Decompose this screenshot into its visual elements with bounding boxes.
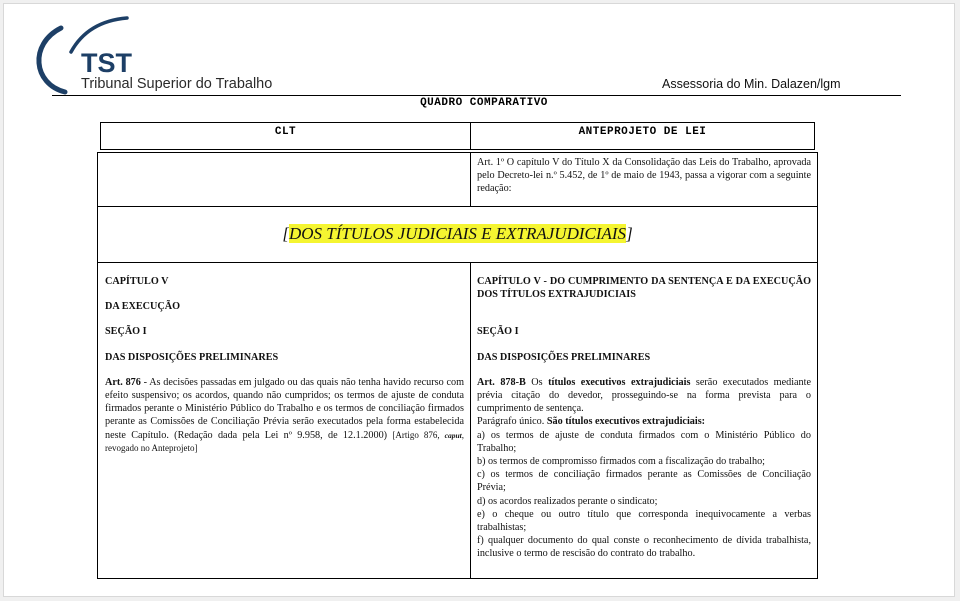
intro-right-text: Art. 1º O capítulo V do Título X da Consolidação das Leis do Trabalho, aprovada pelo Decreto-lei n.º 5.452, de 1º de maio de 1943, passa a vigorar com a seguinte redação: [477,157,811,195]
anteprojeto-content-cell [470,262,818,579]
ante-paragraph [477,415,811,428]
ante-article-878b [477,376,811,416]
ante-section: SEÇÃO I [477,326,519,338]
banner-cell [97,206,818,263]
ante-article-label: Art. 878-B [477,376,526,388]
clt-article-876 [105,376,464,455]
ante-item-e: e) o cheque ou outro título que corresponda inequivocamente a verbas trabalhistas; [477,508,811,534]
header-assessoria: Assessoria do Min. Dalazen/lgm [662,77,841,91]
clt-article-note-b: , revogado no Anteprojeto] [105,429,464,453]
tst-logo [31,14,281,96]
ante-item-f: f) qualquer documento do qual conste o reconhecimento de dívida trabalhista, inclusive o termo de rescisão do contrato do trabalho. [477,535,811,560]
intro-left-cell [97,152,471,207]
ante-item-d: d) os acordos realizados perante o sindicato; [477,495,658,507]
ante-paragraph-bold: São títulos executivos extrajudiciais: [546,416,706,428]
logo-text: TST [81,48,132,78]
ante-item-c: c) os termos de conciliação firmados perante as Comissões de Conciliação Prévia; [477,469,811,494]
clt-chapter: CAPÍTULO V [105,276,169,287]
ante-chapter: CAPÍTULO V - DO CUMPRIMENTO DA SENTENÇA E DA EXECUÇÃO DOS TÍTULOS EXTRAJUDICIAIS [477,276,811,301]
logo-subtitle: Tribunal Superior do Trabalho [81,76,273,92]
ante-article-text-b: serão executados mediante prévia citação do devedor, prosseguindo-se na forma prevista para o cumprimento de sentença. [477,376,812,415]
intro-right-cell [470,152,818,207]
ante-paragraph-label: Parágrafo único. [477,416,547,428]
document-page [3,3,955,597]
ante-item-b: b) os termos de compromisso firmados com a fiscalização do trabalho; [477,456,765,468]
section-banner [98,224,817,243]
header-divider [52,95,901,96]
ante-article-text-bold: títulos executivos extrajudiciais [548,376,691,388]
banner-open-bracket: [ [282,224,289,243]
clt-section: SEÇÃO I [105,326,147,338]
column-header-anteprojeto: ANTEPROJETO DE LEI [470,122,815,150]
banner-text: DOS TÍTULOS JUDICIAIS E EXTRAJUDICIAIS [288,224,627,243]
document-title: QUADRO COMPARATIVO [420,97,548,109]
clt-section-title: DAS DISPOSIÇÕES PRELIMINARES [105,351,279,363]
ante-article-text-a: Os [525,376,549,388]
clt-article-text: - As decisões passadas em julgado ou das quais não tenha havido recurso com efeito suspensivo; os acordos, quando não cumpridos; os termos de ajuste de conduta firmados perante o Ministério Público do Trabalho e os termos de conciliação firmados perante as Comissões de Conciliação Prévia serão executados pela forma estabelecida neste Capítulo. (Redação dada pela Lei nº 9.958, de 12.1.2000) [105,376,464,441]
banner-close-bracket: ] [626,224,633,243]
clt-article-note-a: [Artigo 876, [392,429,445,440]
clt-content-cell [97,262,471,579]
clt-article-label: Art. 876 [105,376,141,388]
ante-section-title: DAS DISPOSIÇÕES PRELIMINARES [477,351,651,363]
clt-article-note-caput: caput [444,430,462,440]
ante-item-a: a) os termos de ajuste de conduta firmados com o Ministério Público do Trabalho; [477,429,811,454]
clt-chapter-title: DA EXECUÇÃO [105,301,180,313]
column-header-clt: CLT [100,122,471,150]
